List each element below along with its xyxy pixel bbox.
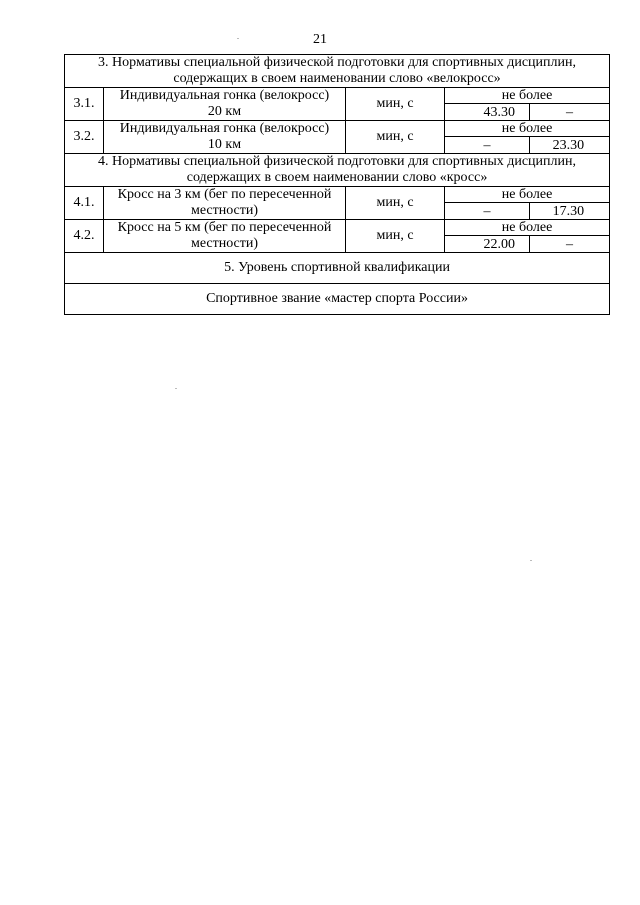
discipline-name-line: 10 км: [207, 137, 242, 152]
table-row: [65, 187, 610, 203]
limit-label: не более: [445, 220, 610, 236]
norms-table: [64, 54, 610, 315]
qualification-title: Спортивное звание «мастер спорта России»: [65, 284, 610, 315]
value-cell: –: [530, 236, 610, 253]
row-number: 4.2.: [65, 220, 104, 253]
qualification-title-row: [65, 284, 610, 315]
discipline-name-line: Индивидуальная гонка (велокросс): [119, 121, 330, 136]
page-number: 21: [313, 32, 327, 47]
value-cell: –: [530, 104, 610, 121]
unit-cell: мин, с: [346, 88, 445, 121]
discipline-name-line: Индивидуальная гонка (велокросс): [119, 88, 330, 103]
discipline-name: [104, 121, 346, 154]
section-heading-row: [65, 154, 610, 187]
scan-speck: [175, 388, 177, 389]
limit-label: не более: [445, 187, 610, 203]
discipline-name: [104, 220, 346, 253]
value-cell: 43.30: [445, 104, 530, 121]
discipline-name-line: местности): [190, 203, 259, 218]
scan-speck: [530, 560, 532, 561]
discipline-name-line: 20 км: [207, 104, 242, 119]
discipline-name: [104, 187, 346, 220]
row-number: 4.1.: [65, 187, 104, 220]
qualification-heading-row: [65, 253, 610, 284]
value-cell: –: [445, 137, 530, 154]
value-cell: 17.30: [530, 203, 610, 220]
unit-cell: мин, с: [346, 220, 445, 253]
table-row: [65, 220, 610, 236]
discipline-name-line: местности): [190, 236, 259, 251]
section-heading: 4. Нормативы специальной физической подготовки для спортивных дисциплин, содержащих в своем наименовании слово «кросс»: [65, 154, 610, 187]
discipline-name: [104, 88, 346, 121]
row-number: 3.2.: [65, 121, 104, 154]
section-heading-row: [65, 55, 610, 88]
scan-speck: [237, 38, 239, 39]
section-heading: 3. Нормативы специальной физической подготовки для спортивных дисциплин, содержащих в своем наименовании слово «велокросс»: [65, 55, 610, 88]
unit-cell: мин, с: [346, 187, 445, 220]
value-cell: 23.30: [530, 137, 610, 154]
qualification-heading: 5. Уровень спортивной квалификации: [65, 253, 610, 284]
limit-label: не более: [445, 121, 610, 137]
value-cell: –: [445, 203, 530, 220]
value-cell: 22.00: [445, 236, 530, 253]
limit-label: не более: [445, 88, 610, 104]
unit-cell: мин, с: [346, 121, 445, 154]
table-row: [65, 88, 610, 104]
row-number: 3.1.: [65, 88, 104, 121]
discipline-name-line: Кросс на 3 км (бег по пересеченной: [117, 187, 332, 202]
discipline-name-line: Кросс на 5 км (бег по пересеченной: [117, 220, 332, 235]
table-row: [65, 121, 610, 137]
